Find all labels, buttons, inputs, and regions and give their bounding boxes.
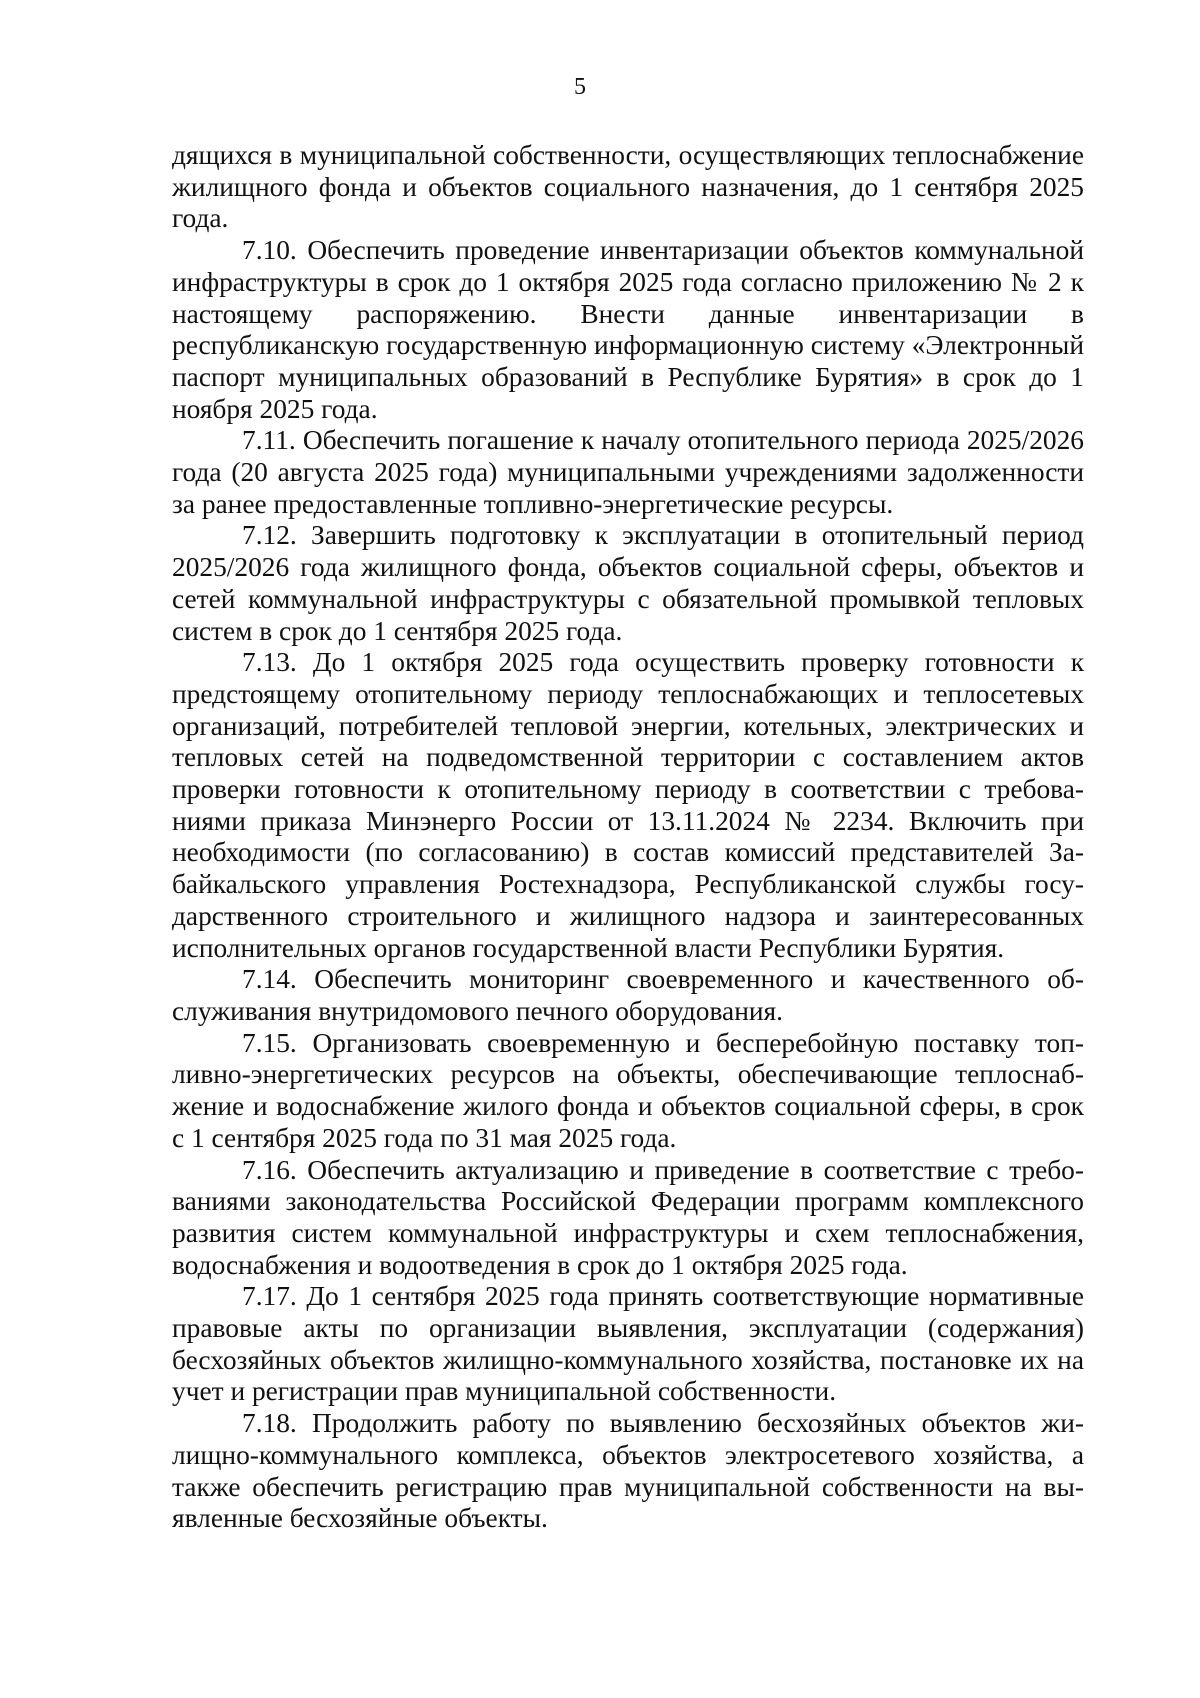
paragraph-continuation: дящихся в муниципальной собственности, осуществляющих теплоснабжение жилищного фонда и объектов социального назначения, до 1 сентября 2025 года. xyxy=(172,140,1084,234)
paragraph-7-16: 7.16. Обеспечить актуализацию и приведение в соответствие с требованиями законодательства Российской Федерации программ комплексного развития систем коммунальной инфраструктуры и схем теплоснабжения, водоснабжения и водоотведения в срок до 1 октября 2025 года. xyxy=(172,1154,1084,1280)
paragraph-7-14: 7.14. Обеспечить мониторинг своевременного и качественного обслуживания внутридомового печного оборудования. xyxy=(172,964,1084,1026)
paragraph-7-10: 7.10. Обеспечить проведение инвентаризации объектов коммунальной инфраструктуры в срок до 1 октября 2025 года согласно приложению № 2 к настоящему распоряжению. Внести данные инвентаризации в республиканскую государственную информационную систему «Электронный паспорт муниципальных образований в Республике Бурятия» в срок до 1 ноября 2025 года. xyxy=(172,235,1084,424)
paragraph-7-18: 7.18. Продолжить работу по выявлению бесхозяйных объектов жилищно-коммунального комплекса, объектов электросетевого хозяйства, а также обеспечить регистрацию прав муниципальной собственности на выявленные бесхозяйные объекты. xyxy=(172,1408,1084,1534)
paragraph-7-12: 7.12. Завершить подготовку к эксплуатации в отопительный период 2025/2026 года жилищного фонда, объектов социальной сферы, объектов и сетей коммунальной инфраструктуры с обязательной промывкой тепловых систем в срок до 1 сентября 2025 года. xyxy=(172,520,1084,646)
paragraph-7-11: 7.11. Обеспечить погашение к началу отопительного периода 2025/2026 года (20 августа 2025 года) муниципальными учреждениями задолженности за ранее предоставленные топливно-энергетические ресурсы. xyxy=(172,425,1084,519)
page-number: 5 xyxy=(574,74,586,100)
paragraph-7-13: 7.13. До 1 октября 2025 года осуществить проверку готовности к предстоящему отопительному периоду теплоснабжающих и теплосетевых организаций, потребителей тепловой энергии, котельных, электрических и тепловых сетей на подведомственной территории с составлением актов проверки готовности к отопительному периоду в соответствии с требованиями приказа Минэнерго России от 13.11.2024 № 2234. Включить при необходимости (по согласованию) в состав комиссий представителей Забайкальского управления Ростехнадзора, Республиканской службы государственного строительного и жилищного надзора и заинтересованных исполнительных органов государственной власти Республики Бурятия. xyxy=(172,647,1084,963)
paragraph-7-15: 7.15. Организовать своевременную и бесперебойную поставку топливно-энергетических ресурсов на объекты, обеспечивающие теплоснабжение и водоснабжение жилого фонда и объектов социальной сферы, в срок с 1 сентября 2025 года по 31 мая 2025 года. xyxy=(172,1027,1084,1153)
document-body xyxy=(172,140,1084,1535)
paragraph-7-17: 7.17. До 1 сентября 2025 года принять соответствующие нормативные правовые акты по организации выявления, эксплуатации (содержания) бесхозяйных объектов жилищно-коммунального хозяйства, постановке их на учет и регистрации прав муниципальной собственности. xyxy=(172,1281,1084,1407)
